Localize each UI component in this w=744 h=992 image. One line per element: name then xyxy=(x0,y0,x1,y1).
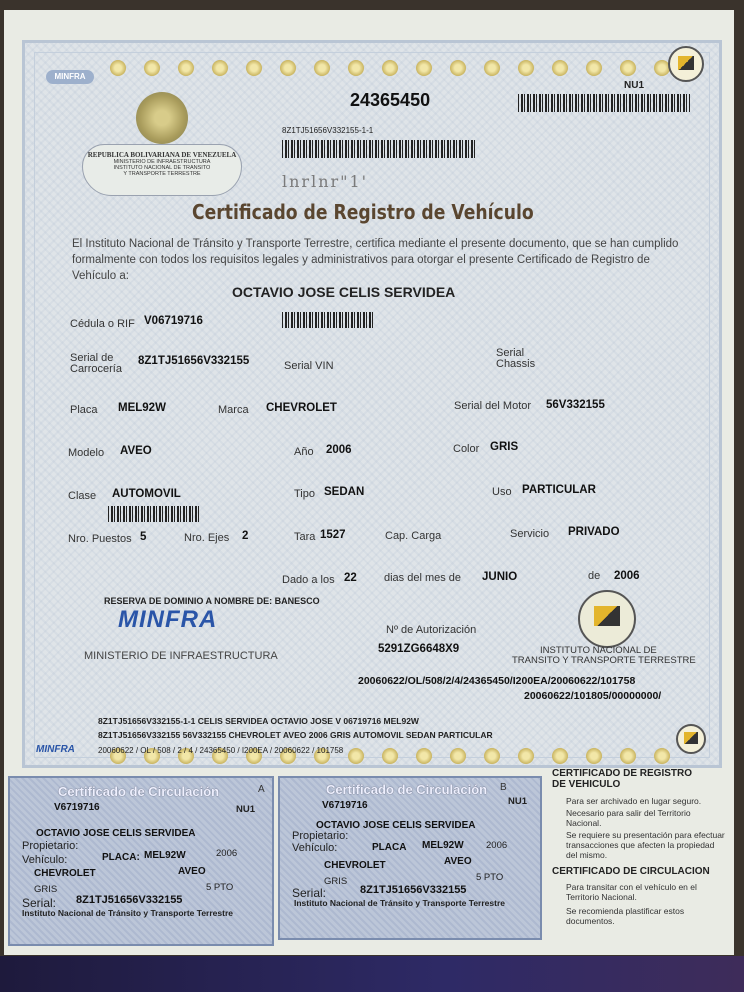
chasis-label-1: Serial xyxy=(496,347,525,359)
placa-label: Placa xyxy=(70,404,98,416)
anio-label: Año xyxy=(294,446,314,458)
modelo-value: AVEO xyxy=(120,445,152,457)
legend-circulacion-title: CERTIFICADO DE CIRCULACION xyxy=(552,866,710,877)
card-b-vehiculo-label: Vehículo: xyxy=(292,842,338,854)
carroceria-label-2: Carrocería xyxy=(70,363,122,375)
card-a-id: V6719716 xyxy=(54,802,100,813)
circulation-card-a xyxy=(8,776,274,946)
de-label: de xyxy=(588,570,601,582)
barcode-cedula xyxy=(282,312,374,328)
puestos-label: Nro. Puestos xyxy=(68,533,132,545)
carroceria-value: 8Z1TJ51656V332155 xyxy=(138,355,250,367)
date-year: 2006 xyxy=(614,570,640,582)
uso-label: Uso xyxy=(492,486,512,498)
medallion-icon xyxy=(586,60,602,76)
medallion-icon xyxy=(314,60,330,76)
date-day: 22 xyxy=(344,572,357,584)
reserva-text: RESERVA DE DOMINIO A NOMBRE DE: BANESCO xyxy=(104,596,320,606)
circulation-card-b xyxy=(278,776,542,940)
card-a-puestos: 5 PTO xyxy=(206,882,234,893)
republic-banner xyxy=(82,144,242,196)
card-b-owner: OCTAVIO JOSE CELIS SERVIDEA xyxy=(316,820,476,831)
footer-line-1: 8Z1TJ51656V332155-1-1 CELIS SERVIDEA OCTAVIO JOSE V 06719716 MEL92W xyxy=(98,716,419,726)
card-b-year: 2006 xyxy=(486,840,508,851)
motor-label: Serial del Motor xyxy=(454,400,532,412)
document-number: 24365450 xyxy=(350,90,431,110)
card-a-vehiculo-label: Vehículo: xyxy=(22,854,68,866)
card-b-marca: CHEVROLET xyxy=(324,860,386,871)
barcode-clase xyxy=(108,506,200,522)
medallion-icon xyxy=(450,60,466,76)
carga-label: Cap. Carga xyxy=(385,530,442,542)
medallion-icon xyxy=(484,748,500,764)
medallion-icon xyxy=(450,748,466,764)
owner-name: OCTAVIO JOSE CELIS SERVIDEA xyxy=(232,284,456,300)
chasis-label-2: Chassis xyxy=(496,358,536,370)
minfra-logo: MINFRA xyxy=(118,606,218,633)
medallion-icon xyxy=(144,60,160,76)
card-b-placa-label: PLACA xyxy=(372,842,407,853)
autorizacion-value: 5291ZG6648X9 xyxy=(378,643,460,655)
autorizacion-label: Nº de Autorización xyxy=(386,624,477,636)
color-value: GRIS xyxy=(490,441,519,453)
certificate-title: Certificado de Registro de Vehículo xyxy=(192,200,534,224)
table-surface xyxy=(0,956,744,992)
medallion-icon xyxy=(382,748,398,764)
card-b-propietario-label: Propietario: xyxy=(292,830,349,842)
medallion-icon xyxy=(280,60,296,76)
modelo-label: Modelo xyxy=(68,447,105,459)
card-a-color: GRIS xyxy=(34,884,58,895)
dado-label: Dado a los xyxy=(282,574,335,586)
medallion-icon xyxy=(484,60,500,76)
clase-label: Clase xyxy=(68,490,97,502)
motor-value: 56V332155 xyxy=(546,399,605,411)
republic-line-4: Y TRANSPORTE TERRESTRE xyxy=(123,171,201,177)
legend-registro-title xyxy=(552,768,692,790)
medallion-icon xyxy=(246,60,262,76)
medallion-icon xyxy=(552,60,568,76)
medallion-icon xyxy=(654,748,670,764)
legend-registro-line-2: DE VEHICULO xyxy=(552,779,621,790)
medallion-icon xyxy=(620,60,636,76)
medallion-icon xyxy=(348,60,364,76)
card-a-serial-label: Serial: xyxy=(22,896,57,910)
footer-line-2: 8Z1TJ51656V332155 56V332155 CHEVROLET AVEO 2006 GRIS AUTOMOVIL SEDAN PARTICULAR xyxy=(98,730,493,740)
medallion-icon xyxy=(416,60,432,76)
medallion-icon xyxy=(416,748,432,764)
marca-label: Marca xyxy=(218,404,249,416)
servicio-value: PRIVADO xyxy=(568,526,620,538)
carroceria-label-1: Serial de xyxy=(70,352,114,364)
medallion-icon xyxy=(110,60,126,76)
code-line-1: 20060622/OL/508/2/4/24365450/I200EA/20060622/101758 xyxy=(358,675,636,687)
legend-registro-line-1: CERTIFICADO DE REGISTRO xyxy=(552,768,693,779)
barcode-top-right xyxy=(518,94,690,112)
tara-label: Tara xyxy=(294,531,316,543)
footer-line-3: 20060622 / OL / 508 / 2 / 4 / 24365450 / I200EA / 20060622 / 101758 xyxy=(98,746,344,755)
card-b-modelo: AVEO xyxy=(444,856,472,867)
card-a-serial: 8Z1TJ51656V332155 xyxy=(76,894,183,906)
vin-label: Serial VIN xyxy=(284,360,334,372)
intro-paragraph: El Instituto Nacional de Tránsito y Transporte Terrestre, certifica mediante el presente documento, que se han cumplido formalmente con todos los requisitos legales y administrativos para otorgar el presente Certificado de Registro de Vehículo a: xyxy=(72,238,679,282)
card-a-owner: OCTAVIO JOSE CELIS SERVIDEA xyxy=(36,828,196,839)
card-a-propietario-label: Propietario: xyxy=(22,840,79,852)
serial-line: 8Z1TJ51656V332155-1-1 xyxy=(282,126,374,135)
legend-bullet-5: Se recomienda plastificar estos documentos. xyxy=(566,906,685,926)
handwritten-mark: lnrlnr"1' xyxy=(282,172,369,191)
card-b-title: Certificado de Circulación xyxy=(326,782,488,797)
medallion-icon xyxy=(518,748,534,764)
date-month: JUNIO xyxy=(482,571,518,583)
clase-value: AUTOMOVIL xyxy=(112,488,181,500)
republic-line-3: INSTITUTO NACIONAL DE TRANSITO xyxy=(113,165,211,171)
color-label: Color xyxy=(453,443,480,455)
card-b-nu: NU1 xyxy=(508,796,528,807)
medallion-icon xyxy=(620,748,636,764)
tipo-label: Tipo xyxy=(294,488,315,500)
medallion-icon xyxy=(348,748,364,764)
cedula-value: V06719716 xyxy=(144,315,203,327)
legend-bullet-4: Para transitar con el vehículo en el Territorio Nacional. xyxy=(566,882,697,902)
card-a-year: 2006 xyxy=(216,848,238,859)
card-a-title: Certificado de Circulación xyxy=(58,784,220,799)
instituto-line-2: TRANSITO Y TRANSPORTE TERRESTRE xyxy=(512,655,696,666)
coat-of-arms-icon xyxy=(136,92,188,144)
ministerio-text: MINISTERIO DE INFRAESTRUCTURA xyxy=(84,650,278,662)
anio-value: 2006 xyxy=(326,444,352,456)
card-b-letter: B xyxy=(500,782,507,793)
tara-value: 1527 xyxy=(320,529,346,541)
republic-line-1: REPUBLICA BOLIVARIANA DE VENEZUELA xyxy=(87,151,237,159)
republic-line-2: MINISTERIO DE INFRAESTRUCTURA xyxy=(113,159,211,165)
servicio-label: Servicio xyxy=(510,528,550,540)
card-b-puestos: 5 PTO xyxy=(476,872,504,883)
ttt-emblem-bottom-icon xyxy=(676,724,706,754)
card-a-letter: A xyxy=(258,784,265,795)
puestos-value: 5 xyxy=(140,531,147,543)
card-a-placa-label: PLACA: xyxy=(102,852,140,863)
medallion-icon xyxy=(586,748,602,764)
medallion-icon xyxy=(382,60,398,76)
ejes-value: 2 xyxy=(242,530,249,542)
legend-bullet-2: Necesario para salir del Territorio Nacional. xyxy=(566,808,691,828)
card-b-placa: MEL92W xyxy=(422,840,464,851)
legend-bullet-1: Para ser archivado en lugar seguro. xyxy=(566,796,702,806)
card-a-institute: Instituto Nacional de Tránsito y Transporte Terrestre xyxy=(22,908,233,918)
footer-minfra-logo: MINFRA xyxy=(36,744,75,755)
medallion-border-top xyxy=(110,60,670,78)
medallion-icon xyxy=(212,60,228,76)
uso-value: PARTICULAR xyxy=(522,484,596,496)
nu-code: NU1 xyxy=(624,80,645,91)
card-b-color: GRIS xyxy=(324,876,348,887)
medallion-icon xyxy=(178,60,194,76)
card-a-marca: CHEVROLET xyxy=(34,868,96,879)
placa-value: MEL92W xyxy=(118,402,166,414)
medallion-icon xyxy=(518,60,534,76)
tipo-value: SEDAN xyxy=(324,486,365,498)
card-a-nu: NU1 xyxy=(236,804,256,815)
card-b-id: V6719716 xyxy=(322,800,368,811)
ttt-emblem-icon xyxy=(668,46,704,82)
institute-seal-icon xyxy=(578,590,636,648)
instituto-line-1: INSTITUTO NACIONAL DE xyxy=(540,645,657,656)
card-a-placa: MEL92W xyxy=(144,850,186,861)
card-a-modelo: AVEO xyxy=(178,866,206,877)
card-b-serial-label: Serial: xyxy=(292,886,327,900)
card-b-serial: 8Z1TJ51656V332155 xyxy=(360,884,467,896)
barcode-serial xyxy=(282,140,476,158)
code-line-2: 20060622/101805/00000000/ xyxy=(524,690,662,702)
cedula-label: Cédula o RIF xyxy=(70,318,135,330)
medallion-icon xyxy=(552,748,568,764)
corner-logo-top-left: MINFRA xyxy=(46,70,94,84)
legend-bullet-3: Se requiere su presentación para efectuar transacciones que afecten la propiedad del mismo. xyxy=(566,830,725,860)
dias-label: dias del mes de xyxy=(384,572,462,584)
marca-value: CHEVROLET xyxy=(266,402,337,414)
ejes-label: Nro. Ejes xyxy=(184,532,230,544)
card-b-institute: Instituto Nacional de Tránsito y Transporte Terrestre xyxy=(294,898,505,908)
